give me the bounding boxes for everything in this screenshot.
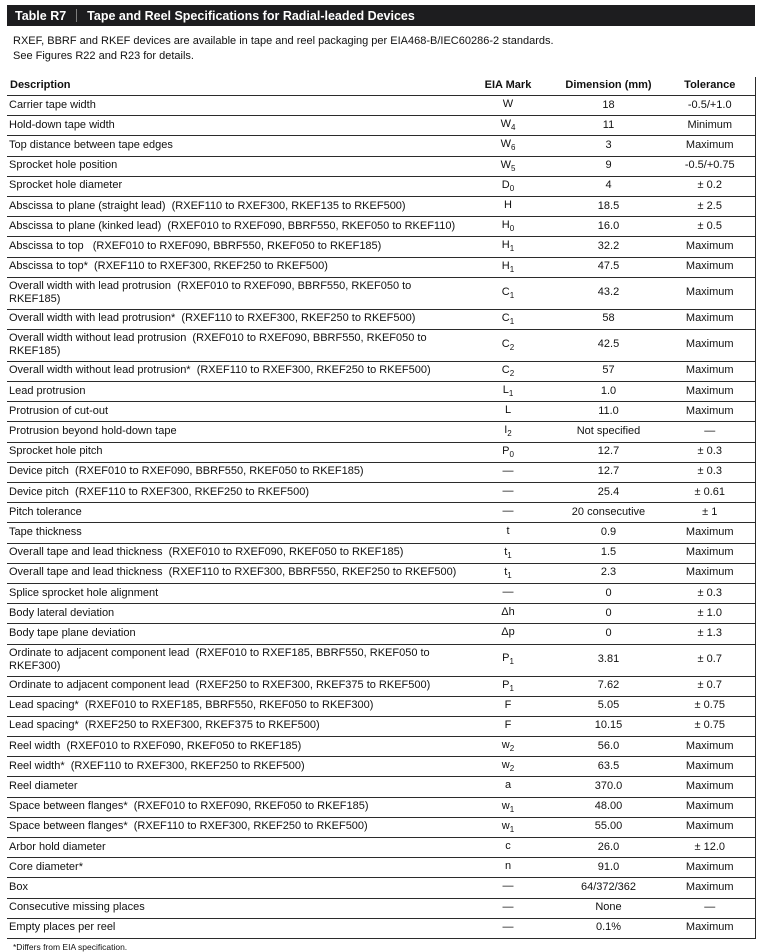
cell-dimension: 25.4 — [552, 483, 665, 503]
table-row — [7, 237, 755, 257]
eia-mark-base: H — [501, 239, 510, 252]
table-row — [7, 156, 755, 176]
eia-mark-base: t — [506, 525, 510, 538]
table-row — [7, 898, 755, 918]
cell-description: Top distance between tape edges — [7, 136, 464, 156]
col-header-dimension: Dimension (mm) — [552, 77, 665, 96]
table-row — [7, 696, 755, 716]
eia-mark-base: I — [504, 424, 508, 437]
table-row — [7, 382, 755, 402]
cell-description: Overall width with lead protrusion (RXEF010 to RXEF090, BBRF550, RKEF050 to RKEF185) — [7, 277, 464, 309]
cell-tolerance: ± 1.3 — [665, 624, 755, 644]
cell-description: Box — [7, 878, 464, 898]
cell-tolerance: Maximum — [665, 858, 755, 878]
cell-tolerance: ± 0.3 — [665, 442, 755, 462]
cell-eia-mark — [464, 116, 552, 136]
cell-eia-mark — [464, 422, 552, 442]
eia-mark-base: W — [502, 98, 514, 110]
cell-dimension: 43.2 — [552, 277, 665, 309]
cell-description: Consecutive missing places — [7, 898, 464, 918]
cell-eia-mark — [464, 329, 552, 361]
eia-mark-subscript: 1 — [509, 244, 515, 254]
cell-eia-mark — [464, 716, 552, 736]
cell-eia-mark — [464, 918, 552, 938]
eia-mark-base: W — [500, 118, 511, 131]
cell-tolerance: ± 0.75 — [665, 696, 755, 716]
cell-eia-mark — [464, 309, 552, 329]
cell-dimension: 4 — [552, 176, 665, 196]
eia-mark-subscript: 2 — [509, 764, 515, 774]
col-header-description: Description — [7, 77, 464, 96]
footnote: *Differs from EIA specification. — [13, 941, 128, 952]
cell-eia-mark — [464, 503, 552, 523]
eia-mark-subscript: 6 — [510, 143, 516, 153]
cell-eia-mark — [464, 878, 552, 898]
table-row — [7, 858, 755, 878]
eia-mark-subscript: 2 — [509, 342, 515, 352]
eia-mark-base: F — [504, 698, 512, 711]
table-row — [7, 329, 755, 361]
cell-tolerance: -0.5/+1.0 — [665, 96, 755, 116]
eia-mark-base: w — [501, 759, 510, 772]
cell-description: Sprocket hole diameter — [7, 176, 464, 196]
cell-eia-mark — [464, 483, 552, 503]
intro-line-2: See Figures R22 and R23 for details. — [13, 50, 194, 62]
cell-dimension: 11 — [552, 116, 665, 136]
cell-tolerance: -0.5/+0.75 — [665, 156, 755, 176]
cell-eia-mark — [464, 237, 552, 257]
cell-dimension: 7.62 — [552, 676, 665, 696]
cell-eia-mark — [464, 217, 552, 237]
eia-mark-base: — — [502, 585, 514, 598]
eia-mark-base: — — [502, 880, 514, 893]
eia-mark-base: t — [504, 565, 508, 578]
table-body — [7, 96, 755, 939]
cell-description: Reel width* (RXEF110 to RXEF300, RKEF250 to RKEF500) — [7, 757, 464, 777]
eia-mark-base: Δh — [501, 606, 515, 619]
cell-tolerance: ± 0.61 — [665, 483, 755, 503]
eia-mark-subscript: 5 — [510, 163, 516, 173]
eia-mark-subscript: 1 — [507, 570, 512, 580]
cell-eia-mark — [464, 196, 552, 216]
eia-mark-subscript: 0 — [509, 183, 515, 193]
cell-description: Overall tape and lead thickness (RXEF110 to RXEF300, BBRF550, RKEF250 to RKEF500) — [7, 563, 464, 583]
cell-tolerance: ± 0.2 — [665, 176, 755, 196]
table-row — [7, 583, 755, 603]
table-row — [7, 277, 755, 309]
cell-eia-mark — [464, 817, 552, 837]
cell-description: Body tape plane deviation — [7, 624, 464, 644]
cell-eia-mark — [464, 361, 552, 381]
eia-mark-base: L — [504, 404, 512, 417]
cell-eia-mark — [464, 277, 552, 309]
cell-description: Protrusion of cut-out — [7, 402, 464, 422]
table-row — [7, 422, 755, 442]
cell-tolerance: ± 0.3 — [665, 583, 755, 603]
table-row — [7, 624, 755, 644]
eia-mark-base: — — [502, 485, 514, 497]
cell-tolerance: Maximum — [665, 257, 755, 277]
eia-mark-base: C — [501, 285, 510, 298]
eia-mark-subscript: 1 — [507, 550, 512, 560]
table-row — [7, 176, 755, 196]
cell-eia-mark — [464, 156, 552, 176]
eia-mark-base: — — [502, 464, 514, 477]
cell-dimension: 0 — [552, 583, 665, 603]
table-row — [7, 483, 755, 503]
cell-dimension: 64/372/362 — [552, 878, 665, 898]
cell-description: Body lateral deviation — [7, 604, 464, 624]
eia-mark-subscript: 1 — [509, 825, 515, 834]
cell-dimension: 48.00 — [552, 797, 665, 817]
cell-description: Hold-down tape width — [7, 116, 464, 136]
eia-mark-base: C — [501, 337, 510, 350]
cell-tolerance: ± 0.7 — [665, 676, 755, 696]
eia-mark-base: F — [504, 718, 512, 731]
eia-mark-base: — — [502, 505, 514, 518]
cell-description: Pitch tolerance — [7, 503, 464, 523]
cell-description: Reel width (RXEF010 to RXEF090, RKEF050 to RKEF185) — [7, 737, 464, 757]
column-header-row — [7, 77, 755, 96]
table-title-bar — [7, 5, 755, 26]
cell-tolerance: Maximum — [665, 136, 755, 156]
table-row — [7, 257, 755, 277]
table-row — [7, 918, 755, 938]
cell-eia-mark — [464, 696, 552, 716]
cell-description: Sprocket hole pitch — [7, 442, 464, 462]
table-row — [7, 361, 755, 381]
cell-dimension: 20 consecutive — [552, 503, 665, 523]
cell-eia-mark — [464, 604, 552, 624]
table-row — [7, 523, 755, 543]
table-row — [7, 543, 755, 563]
eia-mark-subscript: 0 — [509, 224, 515, 234]
table-row — [7, 402, 755, 422]
intro-line-1: RXEF, BBRF and RKEF devices are available in tape and reel packaging per EIA468-B/IEC60286-2 standards. — [13, 35, 554, 47]
eia-mark-subscript: 1 — [509, 683, 514, 693]
table-row — [7, 217, 755, 237]
eia-mark-base: D — [501, 178, 510, 191]
table-row — [7, 777, 755, 797]
cell-description: Carrier tape width — [7, 96, 464, 116]
eia-mark-base: n — [504, 860, 512, 873]
eia-mark-subscript: 2 — [507, 429, 512, 439]
cell-dimension: 0.1% — [552, 918, 665, 938]
cell-dimension: None — [552, 898, 665, 918]
cell-description: Space between flanges* (RXEF010 to RXEF090, RKEF050 to RKEF185) — [7, 797, 464, 817]
table-title: Tape and Reel Specifications for Radial-leaded Devices — [87, 8, 415, 23]
cell-eia-mark — [464, 898, 552, 918]
eia-mark-subscript: 1 — [508, 389, 514, 399]
cell-tolerance: Maximum — [665, 737, 755, 757]
cell-tolerance: ± 12.0 — [665, 838, 755, 858]
cell-dimension: 1.5 — [552, 543, 665, 563]
eia-mark-base: C — [501, 311, 510, 324]
cell-tolerance: — — [665, 898, 755, 918]
cell-dimension: 18 — [552, 96, 665, 116]
cell-eia-mark — [464, 382, 552, 402]
eia-mark-subscript: 0 — [509, 449, 514, 459]
eia-mark-base: W — [500, 158, 511, 171]
cell-dimension: 57 — [552, 361, 665, 381]
cell-description: Overall width without lead protrusion* (RXEF110 to RXEF300, RKEF250 to RKEF500) — [7, 361, 464, 381]
cell-dimension: 10.15 — [552, 716, 665, 736]
cell-eia-mark — [464, 777, 552, 797]
table-row — [7, 116, 755, 136]
table-row — [7, 96, 755, 116]
eia-mark-base: t — [504, 545, 508, 558]
cell-tolerance: ± 0.75 — [665, 716, 755, 736]
eia-mark-base: H — [504, 198, 512, 211]
table-row — [7, 196, 755, 216]
cell-eia-mark — [464, 676, 552, 696]
eia-mark-base: H — [501, 259, 510, 272]
table-row — [7, 817, 755, 837]
cell-tolerance: Maximum — [665, 523, 755, 543]
cell-eia-mark — [464, 858, 552, 878]
cell-description: Ordinate to adjacent component lead (RXEF010 to RXEF185, BBRF550, RKEF050 to RKEF300) — [7, 644, 464, 676]
eia-mark-base: w — [501, 819, 510, 832]
eia-mark-base: c — [505, 840, 511, 852]
cell-tolerance: Maximum — [665, 543, 755, 563]
eia-mark-base: P — [502, 444, 510, 457]
cell-tolerance: ± 1 — [665, 503, 755, 523]
cell-tolerance: Maximum — [665, 878, 755, 898]
cell-description: Abscissa to plane (kinked lead) (RXEF010 to RXEF090, BBRF550, RKEF050 to RKEF110) — [7, 217, 464, 237]
cell-dimension: 55.00 — [552, 817, 665, 837]
eia-mark-subscript: 1 — [509, 316, 515, 326]
cell-eia-mark — [464, 757, 552, 777]
table-row — [7, 644, 755, 676]
eia-mark-base: L — [502, 384, 509, 397]
cell-dimension: 42.5 — [552, 329, 665, 361]
cell-eia-mark — [464, 442, 552, 462]
cell-dimension: 58 — [552, 309, 665, 329]
cell-tolerance: Maximum — [665, 797, 755, 817]
cell-dimension: 0.9 — [552, 523, 665, 543]
cell-tolerance: ± 0.7 — [665, 644, 755, 676]
table-row — [7, 136, 755, 156]
table-row — [7, 797, 755, 817]
cell-eia-mark — [464, 644, 552, 676]
cell-tolerance: Maximum — [665, 361, 755, 381]
cell-description: Lead protrusion — [7, 382, 464, 402]
cell-description: Device pitch (RXEF010 to RXEF090, BBRF550, RKEF050 to RKEF185) — [7, 462, 464, 482]
cell-dimension: 56.0 — [552, 737, 665, 757]
eia-mark-base: P — [502, 652, 510, 665]
cell-dimension: 3 — [552, 136, 665, 156]
eia-mark-subscript: 2 — [509, 369, 515, 379]
cell-dimension: 5.05 — [552, 696, 665, 716]
eia-mark-subscript: 1 — [509, 804, 515, 814]
cell-dimension: 11.0 — [552, 402, 665, 422]
eia-mark-subscript: 4 — [510, 123, 516, 133]
eia-mark-subscript: 1 — [509, 264, 515, 274]
cell-tolerance: Maximum — [665, 918, 755, 938]
table-row — [7, 757, 755, 777]
cell-tolerance: — — [665, 422, 755, 442]
cell-description: Tape thickness — [7, 523, 464, 543]
table-row — [7, 462, 755, 482]
cell-eia-mark — [464, 838, 552, 858]
cell-tolerance: ± 0.5 — [665, 217, 755, 237]
eia-mark-base: H — [501, 219, 510, 232]
eia-mark-subscript: 1 — [509, 290, 515, 300]
cell-eia-mark — [464, 737, 552, 757]
col-header-tolerance: Tolerance — [665, 77, 755, 96]
table-row — [7, 838, 755, 858]
cell-dimension: 0 — [552, 624, 665, 644]
col-header-eia-mark: EIA Mark — [464, 77, 552, 96]
cell-tolerance: Maximum — [665, 382, 755, 402]
cell-dimension: 3.81 — [552, 644, 665, 676]
eia-mark-subscript: 2 — [509, 744, 515, 754]
cell-eia-mark — [464, 543, 552, 563]
cell-dimension: 9 — [552, 156, 665, 176]
cell-dimension: 1.0 — [552, 382, 665, 402]
eia-mark-base: C — [501, 363, 510, 376]
cell-description: Protrusion beyond hold-down tape — [7, 422, 464, 442]
cell-description: Lead spacing* (RXEF010 to RXEF185, BBRF550, RKEF050 to RKEF300) — [7, 696, 464, 716]
cell-description: Overall tape and lead thickness (RXEF010 to RXEF090, RKEF050 to RKEF185) — [7, 543, 464, 563]
cell-description: Core diameter* — [7, 858, 464, 878]
cell-eia-mark — [464, 797, 552, 817]
cell-eia-mark — [464, 523, 552, 543]
cell-description: Space between flanges* (RXEF110 to RXEF300, RKEF250 to RKEF500) — [7, 817, 464, 837]
cell-description: Overall width with lead protrusion* (RXEF110 to RXEF300, RKEF250 to RKEF500) — [7, 309, 464, 329]
cell-dimension: 16.0 — [552, 217, 665, 237]
cell-tolerance: Maximum — [665, 757, 755, 777]
table-number-label: Table R7 — [15, 8, 67, 23]
cell-description: Overall width without lead protrusion (RXEF010 to RXEF090, BBRF550, RKEF050 to RKEF185) — [7, 329, 464, 361]
cell-tolerance: Maximum — [665, 563, 755, 583]
eia-mark-base: W — [500, 138, 511, 151]
table-row — [7, 716, 755, 736]
cell-description: Sprocket hole position — [7, 156, 464, 176]
cell-tolerance: Maximum — [665, 817, 755, 837]
cell-dimension: 63.5 — [552, 757, 665, 777]
cell-description: Abscissa to plane (straight lead) (RXEF110 to RXEF300, RKEF135 to RKEF500) — [7, 196, 464, 216]
cell-eia-mark — [464, 563, 552, 583]
cell-dimension: 26.0 — [552, 838, 665, 858]
cell-description: Arbor hold diameter — [7, 838, 464, 858]
cell-tolerance: Maximum — [665, 237, 755, 257]
cell-tolerance: ± 0.3 — [665, 462, 755, 482]
cell-description: Splice sprocket hole alignment — [7, 583, 464, 603]
cell-dimension: 91.0 — [552, 858, 665, 878]
cell-eia-mark — [464, 176, 552, 196]
spec-table — [7, 77, 756, 939]
table-row — [7, 676, 755, 696]
cell-dimension: 12.7 — [552, 442, 665, 462]
cell-dimension: 47.5 — [552, 257, 665, 277]
table-row — [7, 737, 755, 757]
eia-mark-base: — — [502, 920, 514, 933]
cell-eia-mark — [464, 583, 552, 603]
cell-tolerance: Maximum — [665, 277, 755, 309]
cell-tolerance: Maximum — [665, 329, 755, 361]
cell-tolerance: Minimum — [665, 116, 755, 136]
table-row — [7, 878, 755, 898]
cell-eia-mark — [464, 402, 552, 422]
table-row — [7, 503, 755, 523]
eia-mark-base: Δp — [501, 626, 515, 639]
cell-tolerance: ± 2.5 — [665, 196, 755, 216]
cell-description: Ordinate to adjacent component lead (RXEF250 to RXEF300, RKEF375 to RKEF500) — [7, 676, 464, 696]
eia-mark-base: w — [501, 739, 510, 752]
cell-description: Abscissa to top (RXEF010 to RXEF090, BBRF550, RKEF050 to RKEF185) — [7, 237, 464, 257]
cell-description: Reel diameter — [7, 777, 464, 797]
cell-eia-mark — [464, 136, 552, 156]
cell-eia-mark — [464, 462, 552, 482]
cell-dimension: 12.7 — [552, 462, 665, 482]
table-row — [7, 604, 755, 624]
cell-description: Lead spacing* (RXEF250 to RXEF300, RKEF375 to RKEF500) — [7, 716, 464, 736]
intro-paragraph — [13, 34, 755, 64]
cell-tolerance: ± 1.0 — [665, 604, 755, 624]
eia-mark-base: P — [502, 678, 510, 691]
cell-description: Device pitch (RXEF110 to RXEF300, RKEF250 to RKEF500) — [7, 483, 464, 503]
table-row — [7, 309, 755, 329]
cell-dimension: 18.5 — [552, 196, 665, 216]
eia-mark-subscript: 1 — [509, 657, 514, 667]
cell-description: Abscissa to top* (RXEF110 to RXEF300, RKEF250 to RKEF500) — [7, 257, 464, 277]
cell-tolerance: Maximum — [665, 777, 755, 797]
cell-dimension: Not specified — [552, 422, 665, 442]
cell-dimension: 32.2 — [552, 237, 665, 257]
eia-mark-base: a — [504, 779, 512, 792]
table-row — [7, 442, 755, 462]
eia-mark-base: — — [502, 900, 514, 913]
cell-dimension: 370.0 — [552, 777, 665, 797]
cell-eia-mark — [464, 624, 552, 644]
cell-eia-mark — [464, 96, 552, 116]
eia-mark-base: w — [501, 799, 510, 812]
cell-tolerance: Maximum — [665, 402, 755, 422]
cell-dimension: 2.3 — [552, 563, 665, 583]
cell-tolerance: Maximum — [665, 309, 755, 329]
cell-description: Empty places per reel — [7, 918, 464, 938]
cell-eia-mark — [464, 257, 552, 277]
cell-dimension: 0 — [552, 604, 665, 624]
table-row — [7, 563, 755, 583]
